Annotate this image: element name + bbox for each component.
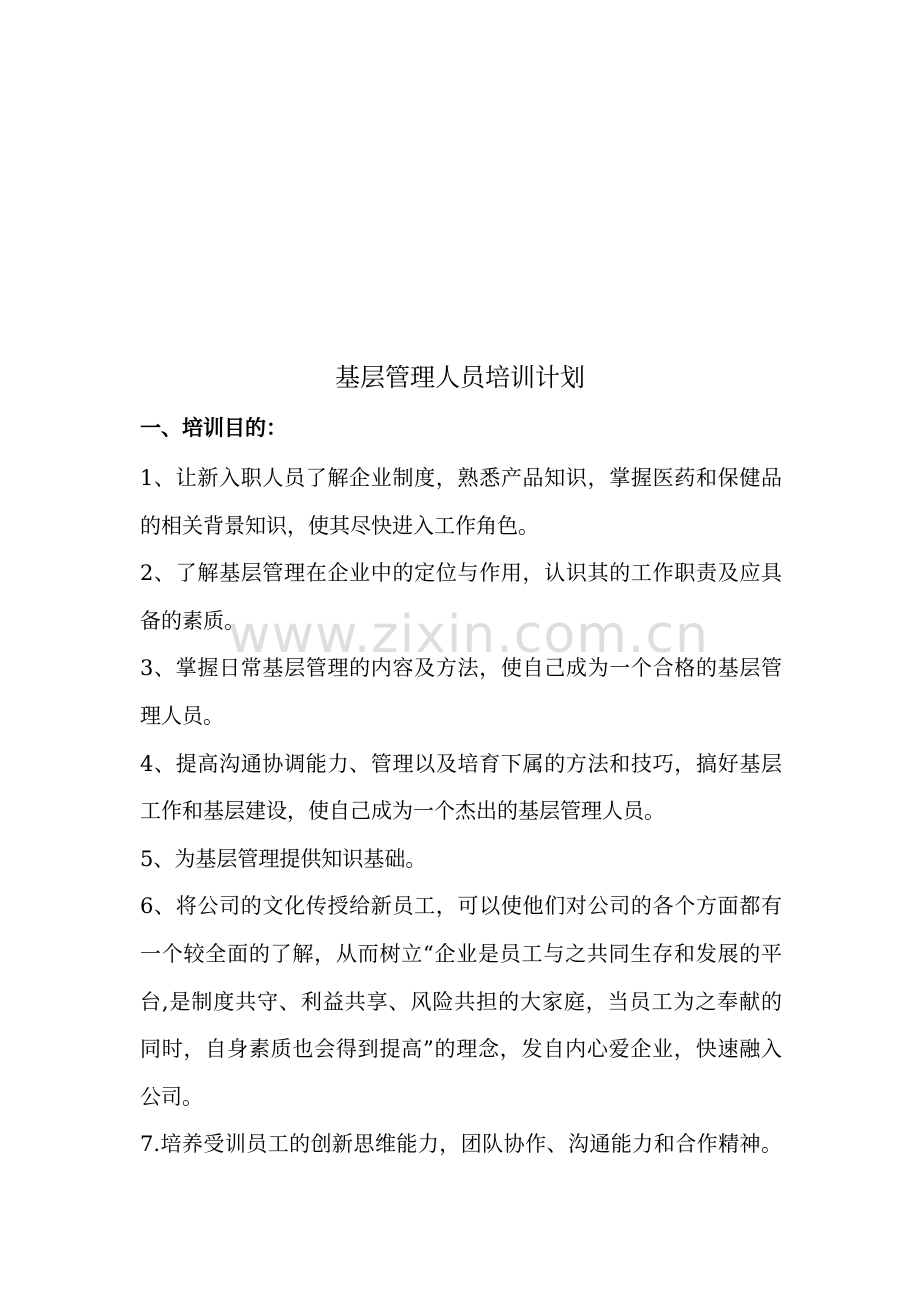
body-line: 备的素质。 xyxy=(140,608,245,633)
body-line: 1、让新入职人员了解企业制度，熟悉产品知识，掌握医药和保健品 xyxy=(140,466,782,490)
body-line: 5、为基层管理提供知识基础。 xyxy=(140,846,427,871)
body-line: 工作和基层建设，使自己成为一个杰出的基层管理人员。 xyxy=(140,799,665,824)
section-heading: 一、培训目的： xyxy=(140,416,287,440)
body-line: 公司。 xyxy=(140,1084,203,1109)
document-body xyxy=(140,455,782,1169)
body-line: 台,是制度共守、利益共享、风险共担的大家庭，当员工为之奉献的 xyxy=(140,989,782,1014)
body-line: 2、了解基层管理在企业中的定位与作用，认识其的工作职责及应具 xyxy=(140,561,782,586)
body-line: 4、提高沟通协调能力、管理以及培育下属的方法和技巧，搞好基层 xyxy=(140,751,782,776)
body-line: 6、将公司的文化传授给新员工，可以使他们对公司的各个方面都有 xyxy=(140,894,782,919)
document-title: 基层管理人员培训计划 xyxy=(334,363,585,392)
body-line: 一个较全面的了解，从而树立“企业是员工与之共同生存和发展的平 xyxy=(140,941,782,966)
body-line: 理人员。 xyxy=(140,703,224,728)
body-line: 3、掌握日常基层管理的内容及方法，使自己成为一个合格的基层管 xyxy=(140,656,782,681)
body-line: 的相关背景知识，使其尽快进入工作角色。 xyxy=(140,513,539,538)
body-line: 7.培养受训员工的创新思维能力，团队协作、沟通能力和合作精神。 xyxy=(140,1132,782,1157)
watermark-text: www.zixin.com.cn xyxy=(228,605,709,665)
body-line: 同时，自身素质也会得到提高”的理念，发自内心爱企业，快速融入 xyxy=(140,1037,782,1062)
